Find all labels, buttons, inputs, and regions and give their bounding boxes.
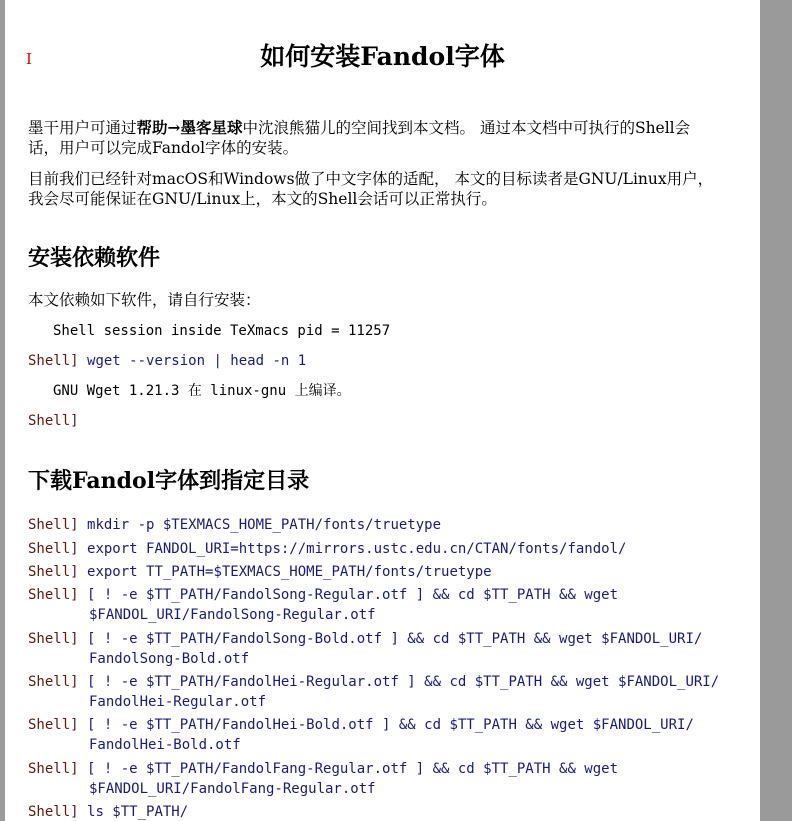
shell-output-part: linux-gnu — [201, 383, 295, 399]
shell-command[interactable]: wget --version | head -n 1 — [87, 353, 307, 369]
scrollbar-track[interactable] — [760, 0, 792, 821]
shell-prompt: Shell] — [28, 631, 79, 647]
shell-command-line[interactable] — [28, 629, 702, 649]
help-menu-path: 帮助→墨客星球 — [136, 118, 243, 137]
shell-command-line[interactable] — [28, 351, 306, 371]
shell-prompt: Shell] — [28, 587, 79, 603]
shell-command-line[interactable] — [28, 759, 618, 779]
shell-command[interactable]: mkdir -p $TEXMACS_HOME_PATH/fonts/truetype — [87, 517, 442, 533]
shell-command-line[interactable] — [28, 715, 694, 735]
shell-prompt: Shell] — [28, 804, 79, 820]
shell-output-part: GNU Wget 1.21.3 — [53, 383, 188, 399]
intro-p1-suffix: 中沈浪熊猫儿的空间找到本文档。 通过本文档中可执行的Shell会 — [242, 119, 691, 137]
shell-command-line[interactable] — [28, 539, 626, 559]
shell-command[interactable]: [ ! -e $TT_PATH/FandolSong-Bold.otf ] && cd $TT_PATH && wget $FANDOL_URI/ — [87, 631, 703, 647]
shell-output — [53, 381, 351, 401]
shell-command[interactable]: [ ! -e $TT_PATH/FandolSong-Regular.otf ] && cd $TT_PATH && wget — [87, 587, 619, 603]
shell-command-line[interactable] — [28, 802, 188, 821]
dependencies-text: 本文依赖如下软件，请自行安装： — [28, 291, 261, 309]
document-page[interactable] — [5, 0, 760, 821]
shell-prompt: Shell] — [28, 564, 79, 580]
section-heading-download: 下载Fandol字体到指定目录 — [28, 468, 310, 494]
shell-command-continuation[interactable]: FandolHei-Regular.otf — [89, 694, 267, 710]
shell-session-banner: Shell session inside TeXmacs pid = 11257 — [53, 323, 391, 339]
shell-command-line[interactable] — [28, 672, 719, 692]
intro-p1-prefix: 墨干用户可通过 — [28, 119, 137, 137]
shell-prompt: Shell] — [28, 674, 79, 690]
shell-output-part: 上编译。 — [294, 383, 351, 399]
shell-prompt: Shell] — [28, 717, 79, 733]
shell-empty-prompt[interactable] — [28, 411, 79, 431]
shell-command-continuation[interactable]: $FANDOL_URI/FandolFang-Regular.otf — [89, 781, 376, 797]
shell-prompt: Shell] — [28, 761, 79, 777]
intro-paragraph-2 — [28, 169, 743, 209]
shell-command-continuation[interactable]: $FANDOL_URI/FandolSong-Regular.otf — [89, 607, 376, 623]
intro-p2-line1: 目前我们已经针对macOS和Windows做了中文字体的适配， 本文的目标读者是GNU/Linux用户， — [28, 170, 714, 188]
section-heading-dependencies: 安装依赖软件 — [28, 245, 161, 271]
shell-command-line[interactable] — [28, 562, 492, 582]
shell-command-line[interactable] — [28, 585, 618, 605]
shell-command-continuation[interactable]: FandolSong-Bold.otf — [89, 651, 250, 667]
shell-output-part: 在 — [187, 383, 202, 399]
intro-paragraph-1 — [28, 118, 743, 158]
shell-command[interactable]: ls $TT_PATH/ — [87, 804, 189, 820]
shell-command-continuation[interactable]: FandolHei-Bold.otf — [89, 737, 241, 753]
shell-command[interactable]: [ ! -e $TT_PATH/FandolHei-Bold.otf ] && cd $TT_PATH && wget $FANDOL_URI/ — [87, 717, 694, 733]
shell-command[interactable]: export FANDOL_URI=https://mirrors.ustc.edu.cn/CTAN/fonts/fandol/ — [87, 541, 627, 557]
intro-p1-line2: 话，用户可以完成Fandol字体的安装。 — [28, 139, 299, 157]
shell-prompt: Shell] — [28, 541, 79, 557]
shell-command[interactable]: export TT_PATH=$TEXMACS_HOME_PATH/fonts/truetype — [87, 564, 492, 580]
shell-prompt: Shell] — [28, 517, 79, 533]
shell-command-line[interactable] — [28, 515, 441, 535]
document-title: 如何安装Fandol字体 — [260, 42, 505, 71]
shell-command[interactable]: [ ! -e $TT_PATH/FandolHei-Regular.otf ] && cd $TT_PATH && wget $FANDOL_URI/ — [87, 674, 720, 690]
shell-prompt: Shell] — [28, 353, 79, 369]
shell-command[interactable]: [ ! -e $TT_PATH/FandolFang-Regular.otf ] && cd $TT_PATH && wget — [87, 761, 619, 777]
intro-p2-line2: 我会尽可能保证在GNU/Linux上，本文的Shell会话可以正常执行。 — [28, 190, 497, 208]
shell-prompt: Shell] — [28, 413, 79, 429]
text-cursor: I — [26, 50, 32, 68]
